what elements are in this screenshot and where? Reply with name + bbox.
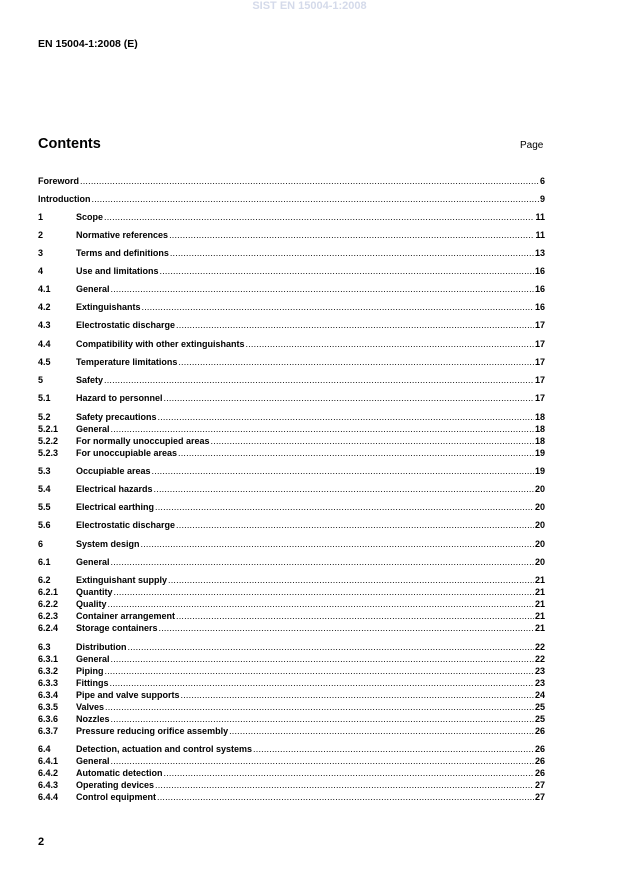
page-number: 2 [38, 836, 45, 848]
toc-leader-dots [152, 465, 534, 477]
toc-section-number: 6.3.2 [38, 666, 59, 676]
toc-section-title: Normative references [76, 230, 169, 240]
toc-entry[interactable] [38, 501, 545, 513]
toc-page-number: 21 [534, 575, 545, 585]
toc-leader-dots [155, 779, 534, 791]
toc-leader-dots [168, 574, 534, 586]
toc-section-number: 2 [38, 230, 44, 240]
toc-section-title: Hazard to personnel [76, 393, 163, 403]
toc-page-number: 25 [534, 702, 545, 712]
toc-section-title: General [76, 756, 110, 766]
toc-entry[interactable] [38, 435, 545, 447]
toc-leader-dots [110, 677, 534, 689]
toc-section-title: General [76, 284, 110, 294]
toc-entry[interactable] [38, 301, 545, 313]
toc-leader-dots [108, 598, 534, 610]
toc-entry[interactable] [38, 677, 545, 689]
toc-page-number: 21 [534, 599, 545, 609]
table-of-contents [38, 0, 545, 877]
toc-entry[interactable] [38, 665, 545, 677]
toc-leader-dots [158, 411, 534, 423]
toc-entry[interactable] [38, 229, 545, 241]
toc-entry[interactable] [38, 791, 545, 803]
toc-leader-dots [128, 641, 534, 653]
toc-page-number: 17 [534, 375, 545, 385]
toc-section-title: For normally unoccupied areas [76, 436, 210, 446]
toc-section-number: 3 [38, 248, 44, 258]
toc-section-number: 6.1 [38, 557, 51, 567]
page-title: Contents [38, 136, 101, 152]
watermark: SIST EN 15004-1:2008 [252, 0, 367, 12]
toc-page-number: 18 [534, 436, 545, 446]
toc-page-number: 17 [534, 357, 545, 367]
toc-entry[interactable] [38, 755, 545, 767]
toc-section-number: 5.3 [38, 466, 51, 476]
toc-page-number: 27 [534, 792, 545, 802]
toc-entry[interactable] [38, 447, 545, 459]
toc-entry[interactable] [38, 538, 545, 550]
toc-leader-dots [154, 483, 534, 495]
toc-section-title: Control equipment [76, 792, 156, 802]
toc-section-title: Quantity [76, 587, 113, 597]
toc-page-number: 26 [534, 726, 545, 736]
toc-section-title: Fittings [76, 678, 109, 688]
toc-section-number: 6.4 [38, 744, 51, 754]
toc-page-number: 19 [534, 448, 545, 458]
toc-leader-dots [229, 725, 534, 737]
toc-page-number: 18 [534, 424, 545, 434]
toc-leader-dots [141, 538, 534, 550]
toc-section-title: Extinguishants [76, 302, 141, 312]
toc-section-number: 6.2 [38, 575, 51, 585]
toc-section-title: Safety [76, 375, 104, 385]
toc-page-number: 18 [534, 412, 545, 422]
toc-section-number: 5.2 [38, 412, 51, 422]
toc-leader-dots [155, 501, 534, 513]
toc-section-number: 6.3.5 [38, 702, 59, 712]
toc-entry[interactable] [38, 598, 545, 610]
toc-section-title: Extinguishant supply [76, 575, 168, 585]
toc-entry[interactable] [38, 622, 545, 634]
toc-entry[interactable] [38, 392, 545, 404]
toc-page-number: 20 [534, 520, 545, 530]
toc-section-title: Introduction [38, 194, 91, 204]
toc-page-number: 17 [534, 339, 545, 349]
toc-section-number: 6.2.2 [38, 599, 59, 609]
toc-page-number: 20 [534, 502, 545, 512]
toc-entry[interactable] [38, 574, 545, 586]
toc-leader-dots [169, 229, 534, 241]
toc-leader-dots [111, 283, 534, 295]
toc-page-number: 21 [534, 587, 545, 597]
toc-section-title: Storage containers [76, 623, 158, 633]
toc-page-number: 21 [534, 623, 545, 633]
toc-section-title: Occupiable areas [76, 466, 151, 476]
toc-section-number: 5.2.1 [38, 424, 59, 434]
toc-section-number: 6.2.4 [38, 623, 59, 633]
toc-section-number: 5.4 [38, 484, 51, 494]
toc-section-title: Distribution [76, 642, 127, 652]
toc-section-number: 5.6 [38, 520, 51, 530]
toc-entry[interactable] [38, 374, 545, 386]
toc-entry[interactable] [38, 411, 545, 423]
toc-page-number: 19 [534, 466, 545, 476]
toc-section-number: 5.1 [38, 393, 51, 403]
toc-entry[interactable] [38, 779, 545, 791]
toc-entry[interactable] [38, 701, 545, 713]
toc-leader-dots [160, 265, 534, 277]
toc-section-number: 6.3.1 [38, 654, 59, 664]
toc-section-title: Electrostatic discharge [76, 320, 176, 330]
toc-section-title: General [76, 424, 110, 434]
toc-section-title: System design [76, 539, 140, 549]
toc-section-title: Container arrangement [76, 611, 176, 621]
toc-section-number: 6.3.4 [38, 690, 59, 700]
toc-page-number: 11 [535, 230, 545, 240]
toc-entry[interactable] [38, 713, 545, 725]
toc-leader-dots [157, 791, 534, 803]
toc-leader-dots [105, 665, 534, 677]
toc-leader-dots [253, 743, 534, 755]
toc-page-number: 20 [534, 484, 545, 494]
toc-leader-dots [164, 392, 534, 404]
toc-section-number: 6 [38, 539, 44, 549]
toc-leader-dots [111, 556, 534, 568]
toc-entry[interactable] [38, 356, 545, 368]
toc-entry[interactable] [38, 610, 545, 622]
toc-entry[interactable] [38, 586, 545, 598]
toc-section-number: 6.2.3 [38, 611, 59, 621]
toc-section-number: 6.3.7 [38, 726, 59, 736]
toc-section-title: Use and limitations [76, 266, 159, 276]
toc-section-title: Pressure reducing orifice assembly [76, 726, 229, 736]
toc-page-number: 11 [535, 212, 545, 222]
toc-page-number: 24 [534, 690, 545, 700]
toc-section-title: Automatic detection [76, 768, 163, 778]
toc-section-title: Electrostatic discharge [76, 520, 176, 530]
toc-entry[interactable] [38, 247, 545, 259]
toc-section-title: Operating devices [76, 780, 155, 790]
toc-leader-dots [176, 519, 534, 531]
toc-section-title: Temperature limitations [76, 357, 178, 367]
toc-section-number: 4.2 [38, 302, 51, 312]
toc-section-number: 4.4 [38, 339, 51, 349]
toc-page-number: 20 [534, 557, 545, 567]
toc-entry[interactable] [38, 767, 545, 779]
toc-page-number: 17 [534, 393, 545, 403]
toc-section-title: Piping [76, 666, 104, 676]
toc-entry[interactable] [38, 743, 545, 755]
toc-leader-dots [211, 435, 534, 447]
toc-section-number: 5.2.3 [38, 448, 59, 458]
toc-page-number: 25 [534, 714, 545, 724]
toc-entry[interactable] [38, 556, 545, 568]
toc-page-number: 13 [534, 248, 545, 258]
toc-page-number: 26 [534, 744, 545, 754]
toc-section-number: 6.4.3 [38, 780, 59, 790]
toc-page-number: 9 [539, 194, 545, 204]
toc-section-title: Electrical earthing [76, 502, 155, 512]
toc-section-number: 1 [38, 212, 44, 222]
toc-section-number: 6.3.6 [38, 714, 59, 724]
toc-section-number: 6.2.1 [38, 587, 59, 597]
toc-entry[interactable] [38, 265, 545, 277]
toc-section-title: Electrical hazards [76, 484, 153, 494]
toc-section-title: General [76, 654, 110, 664]
toc-section-number: 5.5 [38, 502, 51, 512]
toc-section-number: 6.4.1 [38, 756, 59, 766]
toc-entry[interactable] [38, 519, 545, 531]
toc-page-number: 16 [534, 284, 545, 294]
toc-entry[interactable] [38, 689, 545, 701]
toc-entry[interactable] [38, 483, 545, 495]
toc-page-number: 6 [539, 176, 545, 186]
toc-section-title: Nozzles [76, 714, 110, 724]
toc-leader-dots [111, 713, 534, 725]
toc-entry[interactable] [38, 175, 545, 187]
toc-entry[interactable] [38, 465, 545, 477]
toc-entry[interactable] [38, 641, 545, 653]
toc-leader-dots [80, 175, 539, 187]
toc-entry[interactable] [38, 283, 545, 295]
toc-section-title: Quality [76, 599, 107, 609]
toc-section-number: 5.2.2 [38, 436, 59, 446]
toc-section-number: 4 [38, 266, 44, 276]
toc-leader-dots [246, 338, 534, 350]
toc-leader-dots [111, 423, 534, 435]
toc-page-number: 27 [534, 780, 545, 790]
toc-leader-dots [142, 301, 534, 313]
toc-page-number: 20 [534, 539, 545, 549]
toc-section-title: For unoccupiable areas [76, 448, 178, 458]
toc-entry[interactable] [38, 211, 545, 223]
toc-section-number: 4.5 [38, 357, 51, 367]
toc-entry[interactable] [38, 319, 545, 331]
toc-section-number: 6.4.4 [38, 792, 59, 802]
toc-section-title: Safety precautions [76, 412, 157, 422]
toc-leader-dots [111, 755, 534, 767]
toc-section-title: Pipe and valve supports [76, 690, 180, 700]
toc-section-title: Compatibility with other extinguishants [76, 339, 245, 349]
toc-section-number: 5 [38, 375, 44, 385]
toc-entry[interactable] [38, 725, 545, 737]
toc-leader-dots [178, 356, 534, 368]
toc-entry[interactable] [38, 338, 545, 350]
toc-leader-dots [176, 319, 534, 331]
toc-page-number: 26 [534, 768, 545, 778]
toc-section-number: 6.4.2 [38, 768, 59, 778]
toc-section-number: 4.3 [38, 320, 51, 330]
toc-leader-dots [104, 374, 534, 386]
toc-leader-dots [111, 653, 534, 665]
toc-section-title: Valves [76, 702, 105, 712]
toc-entry[interactable] [38, 653, 545, 665]
toc-section-title: Detection, actuation and control systems [76, 744, 253, 754]
toc-leader-dots [178, 447, 534, 459]
toc-page-number: 17 [534, 320, 545, 330]
document-id: EN 15004-1:2008 (E) [38, 38, 138, 50]
toc-leader-dots [164, 767, 534, 779]
toc-leader-dots [92, 193, 539, 205]
toc-section-title: Terms and definitions [76, 248, 169, 258]
toc-section-number: 4.1 [38, 284, 51, 294]
toc-section-title: Scope [76, 212, 104, 222]
toc-leader-dots [170, 247, 534, 259]
toc-entry[interactable] [38, 423, 545, 435]
toc-entry[interactable] [38, 193, 545, 205]
toc-leader-dots [104, 211, 534, 223]
toc-section-number: 6.3.3 [38, 678, 59, 688]
toc-page-number: 21 [534, 611, 545, 621]
page-column-label: Page [520, 140, 544, 151]
toc-leader-dots [105, 701, 534, 713]
toc-page-number: 16 [534, 266, 545, 276]
toc-leader-dots [114, 586, 534, 598]
toc-page-number: 22 [534, 654, 545, 664]
toc-section-title: General [76, 557, 110, 567]
toc-leader-dots [159, 622, 534, 634]
toc-section-title: Foreword [38, 176, 80, 186]
toc-page-number: 22 [534, 642, 545, 652]
toc-section-number: 6.3 [38, 642, 51, 652]
toc-page-number: 26 [534, 756, 545, 766]
toc-leader-dots [181, 689, 534, 701]
toc-page-number: 23 [534, 678, 545, 688]
toc-page-number: 16 [534, 302, 545, 312]
toc-page-number: 23 [534, 666, 545, 676]
toc-leader-dots [176, 610, 534, 622]
